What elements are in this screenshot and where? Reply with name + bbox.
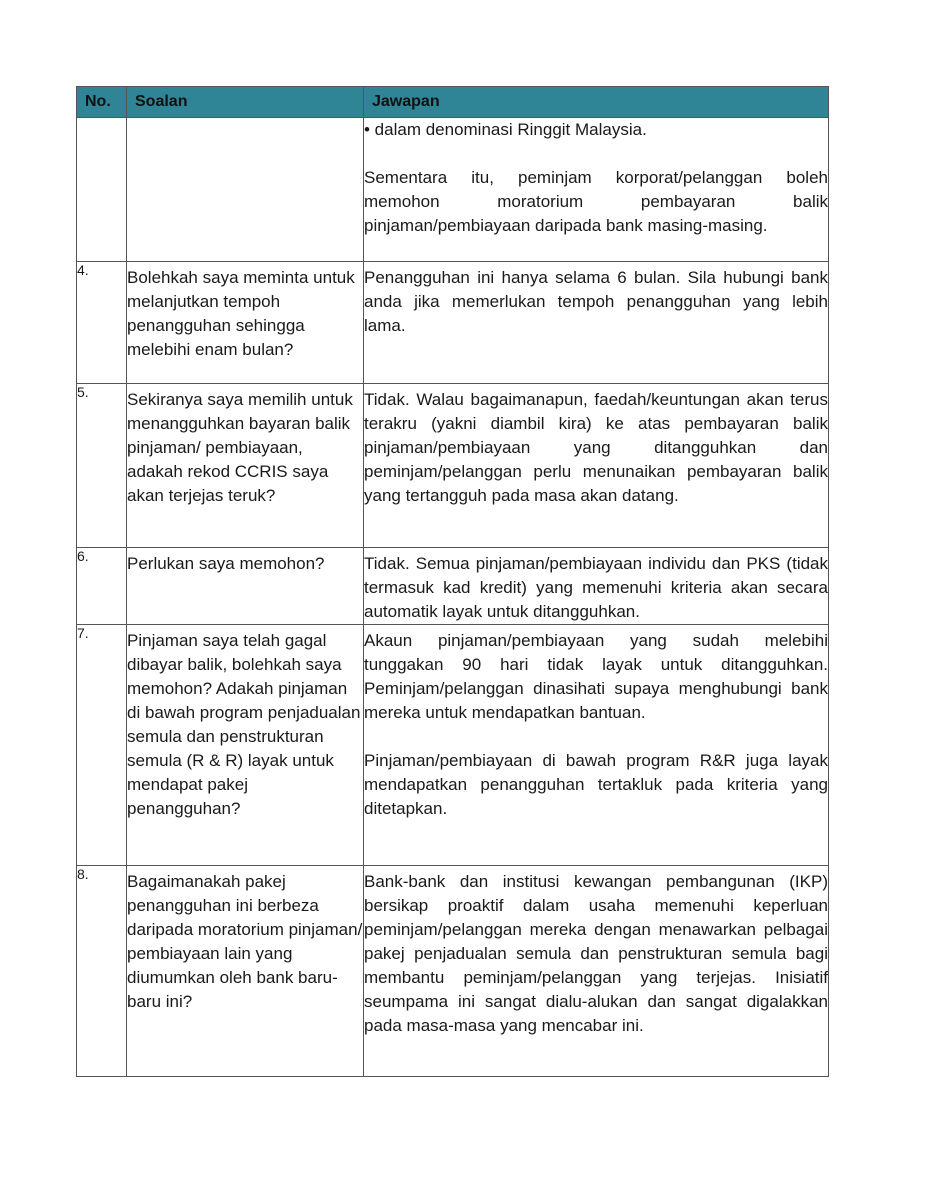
answer-text: Penangguhan ini hanya selama 6 bulan. Sila hubungi bank anda jika memerlukan tempoh penangguhan yang lebih lama.	[364, 268, 828, 335]
question-cell	[127, 262, 364, 384]
answer-paragraph: Sementara itu, peminjam korporat/pelanggan boleh memohon moratorium pembayaran balik pinjaman/pembiayaan daripada bank masing-masing.	[364, 168, 828, 235]
question-cell	[127, 625, 364, 866]
table-row	[77, 384, 829, 548]
answer-cell	[364, 866, 829, 1077]
answer-text-secondary: Pinjaman/pembiayaan di bawah program R&R juga layak mendapatkan penangguhan tertakluk pada kriteria yang ditetapkan.	[364, 751, 828, 818]
table-row	[77, 262, 829, 384]
header-answer: Jawapan	[364, 87, 829, 118]
question-text: Bagaimanakah pakej penangguhan ini berbeza daripada moratorium pinjaman/ pembiayaan lain yang diumumkan oleh bank baru-baru ini?	[127, 872, 363, 1011]
header-question: Soalan	[127, 87, 364, 118]
row-number: 6.	[77, 548, 127, 625]
answer-text: Tidak. Walau bagaimanapun, faedah/keuntungan akan terus terakru (yakni diambil kira) ke atas pembayaran balik pinjaman/pembiayaan yang ditangguhkan dan peminjam/pelanggan perlu menunaikan pembayaran balik yang tertangguh pada masa akan datang.	[364, 390, 828, 505]
answer-bullet: • dalam denominasi Ringgit Malaysia.	[364, 120, 647, 139]
question-cell	[127, 384, 364, 548]
answer-cell	[364, 548, 829, 625]
answer-text: Tidak. Semua pinjaman/pembiayaan individu dan PKS (tidak termasuk kad kredit) yang memenuhi kriteria akan secara automatik layak untuk ditangguhkan.	[364, 554, 828, 621]
faq-table	[76, 86, 829, 1077]
question-cell	[127, 866, 364, 1077]
row-number: 5.	[77, 384, 127, 548]
answer-text: Akaun pinjaman/pembiayaan yang sudah melebihi tunggakan 90 hari tidak layak untuk ditangguhkan. Peminjam/pelanggan dinasihati supaya menghubungi bank mereka untuk mendapatkan bantuan.	[364, 631, 828, 722]
question-cell	[127, 548, 364, 625]
table-row	[77, 866, 829, 1077]
row-number: 4.	[77, 262, 127, 384]
question-text: Sekiranya saya memilih untuk menangguhkan bayaran balik pinjaman/ pembiayaan, adakah rekod CCRIS saya akan terjejas teruk?	[127, 390, 353, 505]
answer-cell	[364, 625, 829, 866]
answer-cell	[364, 118, 829, 262]
header-no: No.	[77, 87, 127, 118]
question-text: Bolehkah saya meminta untuk melanjutkan tempoh penangguhan sehingga melebihi enam bulan?	[127, 268, 355, 359]
row-number: 7.	[77, 625, 127, 866]
question-text: Pinjaman saya telah gagal dibayar balik, bolehkah saya memohon? Adakah pinjaman di bawah program penjadualan semula dan penstrukturan semula (R & R) layak untuk mendapat pakej penangguhan?	[127, 631, 361, 818]
question-cell	[127, 118, 364, 262]
row-number-cell	[77, 118, 127, 262]
answer-cell	[364, 384, 829, 548]
answer-text: Bank-bank dan institusi kewangan pembangunan (IKP) bersikap proaktif dalam usaha memenuhi keperluan peminjam/pelanggan mereka dengan menawarkan pelbagai pakej penjadualan semula dan penstrukturan semula bagi membantu peminjam/pelanggan yang terjejas. Inisiatif seumpama ini sangat dialu-alukan dan sangat digalakkan pada masa-masa yang mencabar ini.	[364, 872, 828, 1035]
table-row	[77, 625, 829, 866]
question-text: Perlukan saya memohon?	[127, 554, 325, 573]
table-row	[77, 548, 829, 625]
table-header	[77, 87, 829, 118]
table-row-continuation	[77, 118, 829, 262]
answer-cell	[364, 262, 829, 384]
row-number: 8.	[77, 866, 127, 1077]
